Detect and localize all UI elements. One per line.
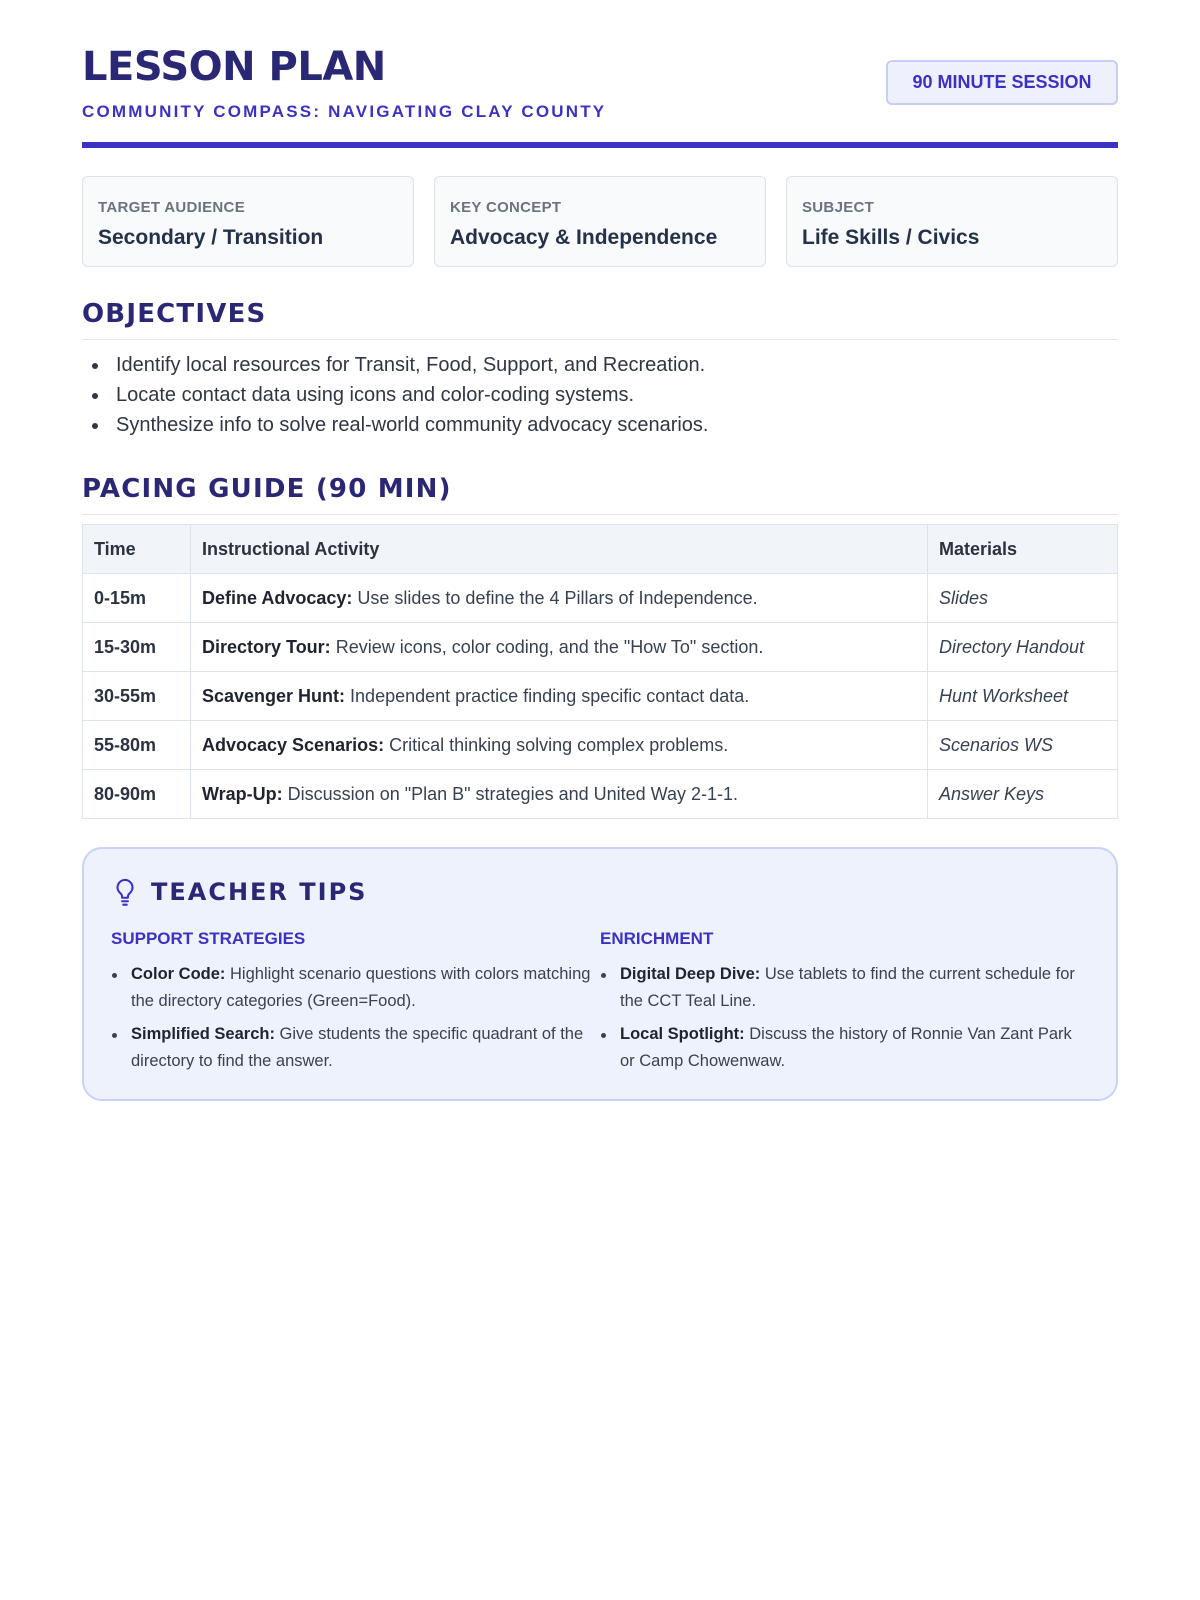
materials-cell: Directory Handout [928,623,1118,672]
pacing-table [82,524,1118,819]
tip-item [600,961,1089,1015]
activity-cell [191,574,928,623]
tip-text: Discuss the history of Ronnie Van Zant Park or Camp Chowenwaw. [620,1025,1072,1070]
table-row [83,672,1118,721]
time-cell: 15-30m [83,623,191,672]
teacher-tips-box [82,847,1118,1101]
col-header-materials: Materials [928,525,1118,574]
enrichment-list [600,961,1089,1075]
table-row [83,770,1118,819]
activity-lead: Scavenger Hunt: [202,685,346,706]
time-cell: 80-90m [83,770,191,819]
activity-cell [191,770,928,819]
materials-cell: Scenarios WS [928,721,1118,770]
support-strategies-column [111,929,600,1081]
objectives-list [82,350,1118,440]
materials-cell: Answer Keys [928,770,1118,819]
tip-item [111,1021,600,1075]
tip-lead: Digital Deep Dive: [620,965,761,983]
card-value: Life Skills / Civics [802,226,980,249]
card-label: TARGET AUDIENCE [98,199,245,216]
activity-cell [191,721,928,770]
objective-item: Synthesize info to solve real-world community advocacy scenarios. [82,410,1118,440]
activity-text: Discussion on "Plan B" strategies and United Way 2-1-1. [282,783,738,804]
activity-lead: Advocacy Scenarios: [202,734,385,755]
table-row [83,721,1118,770]
card-value: Secondary / Transition [98,226,324,249]
tip-lead: Local Spotlight: [620,1025,745,1043]
activity-cell [191,623,928,672]
tip-text: Use tablets to find the current schedule for the CCT Teal Line. [620,965,1075,1010]
materials-cell: Slides [928,574,1118,623]
activity-lead: Directory Tour: [202,636,331,657]
objectives-section [82,299,1118,440]
objective-item: Identify local resources for Transit, Food, Support, and Recreation. [82,350,1118,380]
teacher-tips-header [111,877,1089,907]
tip-item [111,961,600,1015]
tips-columns [111,929,1089,1081]
enrichment-title: ENRICHMENT [600,929,714,948]
card-label: SUBJECT [802,199,875,216]
tip-text: Highlight scenario questions with colors matching the directory categories (Green=Food). [131,965,591,1010]
info-card-subject [786,176,1118,267]
activity-lead: Wrap-Up: [202,783,283,804]
support-strategies-title: SUPPORT STRATEGIES [111,929,306,948]
tip-item [600,1021,1089,1075]
session-badge: 90 MINUTE SESSION [886,60,1118,105]
card-value: Advocacy & Independence [450,226,718,249]
tip-lead: Simplified Search: [131,1025,275,1043]
objective-item: Locate contact data using icons and color-coding systems. [82,380,1118,410]
time-cell: 55-80m [83,721,191,770]
activity-cell [191,672,928,721]
activity-lead: Define Advocacy: [202,587,353,608]
header [82,0,1118,148]
support-strategies-list [111,961,600,1075]
enrichment-column [600,929,1089,1081]
pacing-title: PACING GUIDE (90 MIN) [82,474,1118,515]
page-subtitle: COMMUNITY COMPASS: NAVIGATING CLAY COUNTY [82,102,607,121]
activity-text: Independent practice finding specific contact data. [345,685,750,706]
pacing-section [82,474,1118,819]
info-card-concept [434,176,766,267]
card-label: KEY CONCEPT [450,199,562,216]
info-cards [82,176,1118,267]
info-card-audience [82,176,414,267]
tip-text: Give students the specific quadrant of the directory to find the answer. [131,1025,584,1070]
activity-text: Use slides to define the 4 Pillars of Independence. [352,587,758,608]
table-row [83,574,1118,623]
materials-cell: Hunt Worksheet [928,672,1118,721]
lightbulb-icon [111,877,139,907]
table-row [83,623,1118,672]
activity-text: Critical thinking solving complex problems. [384,734,729,755]
teacher-tips-title: TEACHER TIPS [151,878,368,906]
time-cell: 30-55m [83,672,191,721]
page-title: LESSON PLAN [82,44,386,90]
time-cell: 0-15m [83,574,191,623]
table-header-row [83,525,1118,574]
objectives-title: OBJECTIVES [82,299,1118,340]
col-header-time: Time [83,525,191,574]
tip-lead: Color Code: [131,965,226,983]
activity-text: Review icons, color coding, and the "How To" section. [330,636,764,657]
col-header-activity: Instructional Activity [191,525,928,574]
